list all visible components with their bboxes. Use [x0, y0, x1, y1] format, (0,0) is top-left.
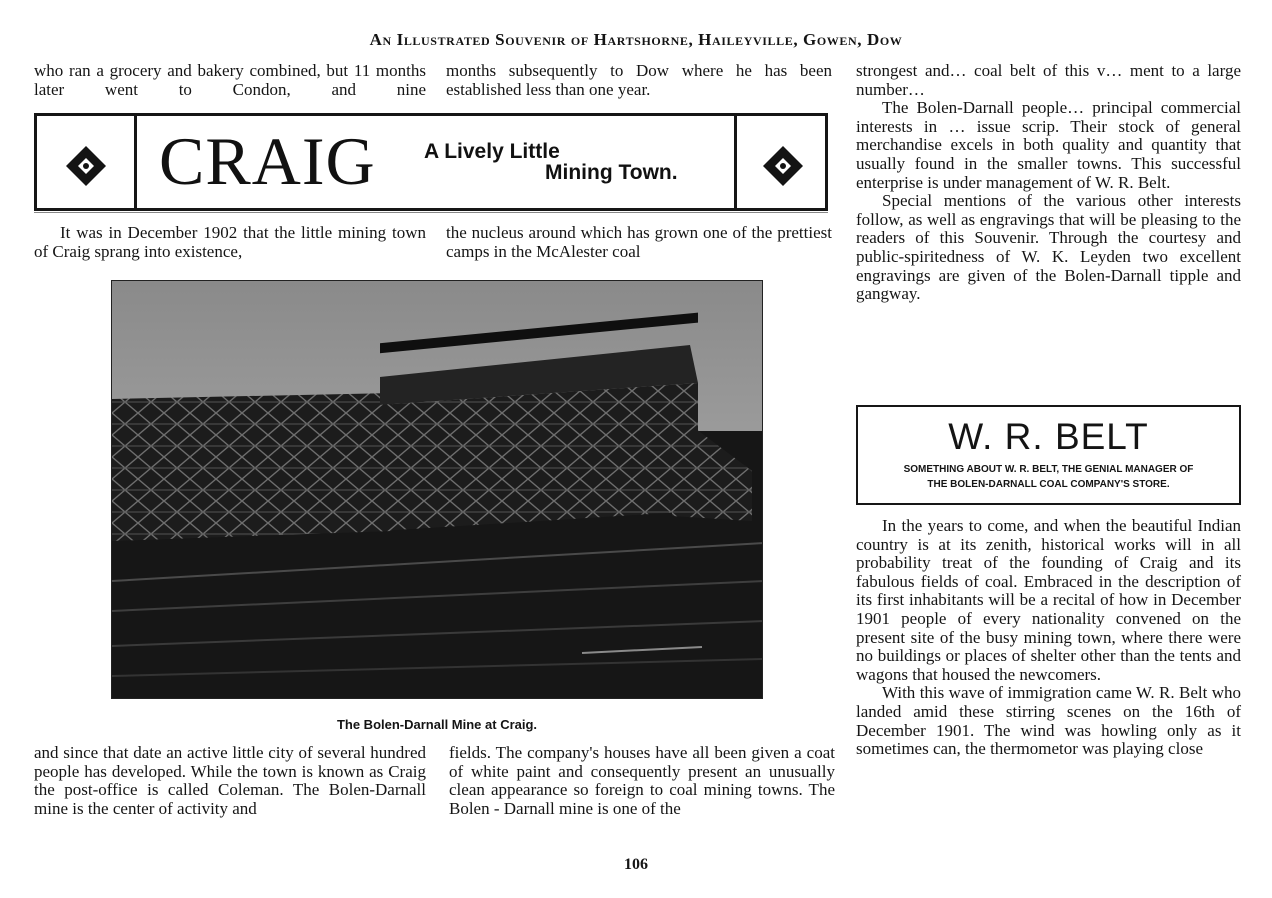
mine-photo-image	[112, 281, 763, 699]
running-header: An Illustrated Souvenir of Hartshorne, Haileyville, Gowen, Dow	[369, 30, 903, 49]
bottom-middle-text: fields. The company's houses have all been given a coat of white paint and consequently present an unusually clean appearance so foreign to coal mining towns. The Bolen - Darnall mine is one of the	[449, 743, 835, 818]
top-left-text: who ran a grocery and bakery combined, but 11 months later went to Condon, and nine	[34, 61, 426, 99]
intro-middle-text: the nucleus around which has grown one of the prettiest camps in the McAlester coal	[446, 223, 832, 261]
right-para-4: In the years to come, and when the beautiful Indian country is at its zenith, historical works will in all probability treat of the founding of Craig and its fabulous fields of coal. Embraced in the description of its first inhabitants will be a recital of how in December 1901 people of every nationality convened on the present site of the busy mining town, where there were no buildings or places of shelter other than the tents and wagons that housed the newcomers.	[856, 516, 1241, 684]
right-para-3: Special mentions of the various other interests follow, as well as engravings that will be pleasing to the readers of this Souvenir. Through the courtesy and public-spiritedness of W. K. Leyden two excellent engravings are given of the Bolen-Darnall tipple and gangway.	[856, 191, 1241, 304]
diamond-ornament-icon	[64, 144, 108, 188]
top-middle-text: months subsequently to Dow where he has been established less than one year.	[446, 61, 832, 99]
bottom-left-text: and since that date an active little city of several hundred people has developed. While the town is known as Craig the post-office is called Coleman. The Bolen-Darnall mine is the center of activity and	[34, 743, 426, 818]
belt-subtitle-line2: THE BOLEN-DARNALL COAL COMPANY'S STORE.	[927, 479, 1170, 490]
right-para-1: strongest and… coal belt of this v… ment to a large number…	[856, 61, 1241, 99]
right-para-2: The Bolen-Darnall people… principal commercial interests in … issue scrip. Their stock of general merchandise excels in both quality and quantity that usually found in the smaller towns. This successful enterprise is under management of W. R. Belt.	[856, 98, 1241, 192]
title-banner	[34, 113, 828, 211]
mine-photo	[111, 280, 763, 699]
belt-heading-box	[856, 405, 1241, 505]
diamond-ornament-icon	[761, 144, 805, 188]
right-para-5: With this wave of immigration came W. R. Belt who landed amid these stirring scenes on the 16th of December 1901. The wind was howling only as it sometimes can, the thermometor was playing close	[856, 683, 1241, 759]
photo-caption: The Bolen-Darnall Mine at Craig.	[336, 717, 538, 732]
title-craig: CRAIG	[159, 123, 376, 199]
right-column-lower	[856, 517, 1241, 759]
title-subtitle-line2: Mining Town.	[545, 161, 678, 184]
intro-left-text: It was in December 1902 that the little mining town of Craig sprang into existence,	[34, 223, 426, 261]
right-column-upper	[856, 62, 1241, 304]
banner-rule	[34, 212, 828, 213]
belt-title: W. R. BELT	[948, 416, 1149, 457]
page-number: 106	[624, 856, 648, 873]
belt-subtitle-line1: SOMETHING ABOUT W. R. BELT, THE GENIAL MANAGER OF	[903, 464, 1194, 475]
title-subtitle-line1: A Lively Little	[424, 140, 560, 163]
